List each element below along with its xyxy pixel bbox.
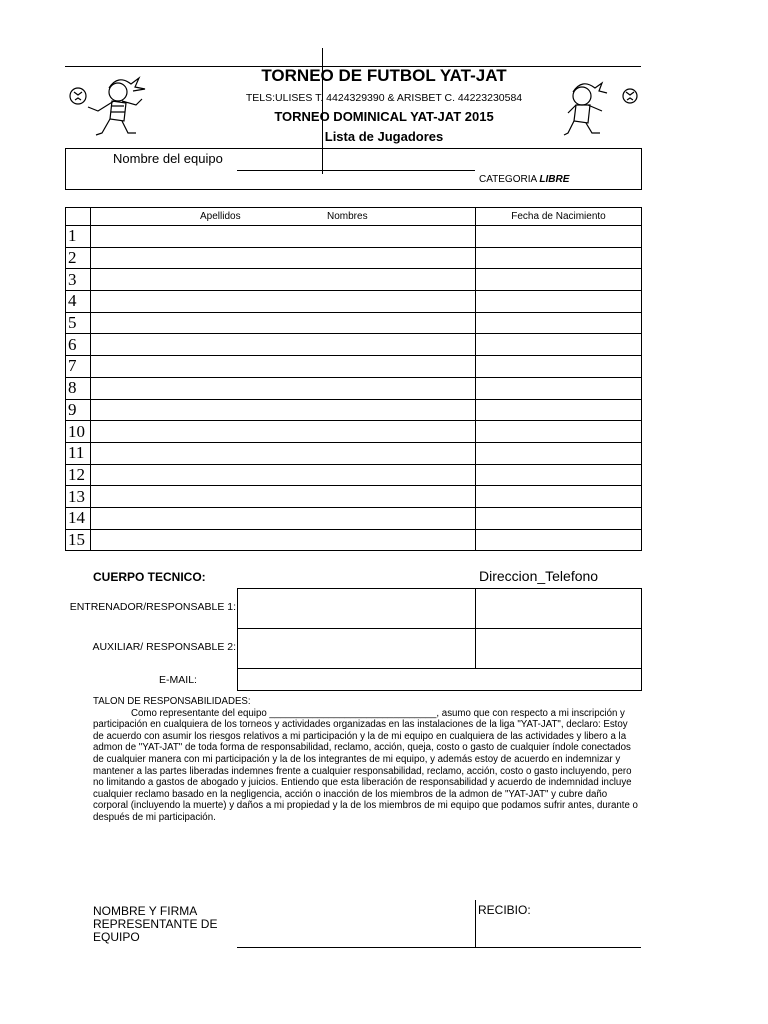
birthdate-cell[interactable] <box>476 421 642 443</box>
table-row <box>66 226 642 248</box>
row-number: 8 <box>66 377 91 399</box>
row-number: 15 <box>66 529 91 551</box>
birthdate-cell[interactable] <box>476 247 642 269</box>
table-row <box>66 269 642 291</box>
birthdate-cell[interactable] <box>476 356 642 378</box>
header-names-cell <box>91 208 476 226</box>
header-number <box>66 208 91 226</box>
name-cell[interactable] <box>91 529 476 551</box>
coach-name-field[interactable] <box>238 589 474 627</box>
header-first-names: Nombres <box>327 211 368 222</box>
name-cell[interactable] <box>91 247 476 269</box>
row-number: 1 <box>66 226 91 248</box>
players-table <box>65 207 642 551</box>
list-title: Lista de Jugadores <box>324 129 444 144</box>
row-number: 5 <box>66 312 91 334</box>
birthdate-cell[interactable] <box>476 529 642 551</box>
birthdate-cell[interactable] <box>476 226 642 248</box>
birthdate-cell[interactable] <box>476 312 642 334</box>
table-row <box>66 356 642 378</box>
name-cell[interactable] <box>91 486 476 508</box>
row-number: 11 <box>66 442 91 464</box>
page-title: TORNEO DE FUTBOL YAT-JAT <box>261 66 507 85</box>
birthdate-cell[interactable] <box>476 334 642 356</box>
waiver-heading: TALON DE RESPONSABILIDADES: <box>93 696 251 707</box>
name-cell[interactable] <box>91 377 476 399</box>
header-surnames: Apellidos <box>200 211 241 222</box>
assistant-label: AUXILIAR/ RESPONSABLE 2: <box>92 641 236 653</box>
waiver-body: Como representante del equipo _______________________________, asumo que con respecto a mi inscripción y participación en cualquiera de los torneos y actividades organizadas en las instalaciones de la liga "YAT-JAT", declaro: Estoy de acuerdo con asumir los riesgos relativos a mi participación y la de mi equipo en cualquiera de las actividades y libero a la admon de "YAT-JAT" de toda forma de responsabilidad, reclamo, acción, queja, costo o gasto de cualquier índole conectados de cualquier manera con mi participación y la de los integrantes de mi equipo, y además estoy de acuerdo en indemnizar y mantener a las partes liberadas indemnes frente a cualquier responsabilidad, reclamo, acción, costo o gasto incluyendo, pero no limitando a gastos de abogado y juicios. Entiendo que esta liberación de responsabilidad y acuerdo de indemnidad incluye cualquier reclamo basado en la negligencia, acción o inacción de los miembros de la admon de "YAT-JAT" y cubre daño corporal (incluyendo la muerte) y daños a mi propiedad y la de los miembros de mi equipo que podamos sufrir antes, durante o después de mi participación. <box>93 707 638 823</box>
table-row <box>66 334 642 356</box>
staff-section-title: CUERPO TECNICO: <box>93 570 206 584</box>
row-number: 6 <box>66 334 91 356</box>
email-label: E-MAIL: <box>159 674 197 686</box>
name-cell[interactable] <box>91 442 476 464</box>
contact-phones: TELS:ULISES T. 4424329390 & ARISBET C. 44223230584 <box>245 92 523 104</box>
name-cell[interactable] <box>91 291 476 313</box>
birthdate-cell[interactable] <box>476 486 642 508</box>
row-number: 2 <box>66 247 91 269</box>
table-row <box>66 464 642 486</box>
name-cell[interactable] <box>91 226 476 248</box>
name-cell[interactable] <box>91 399 476 421</box>
table-row <box>66 486 642 508</box>
signature-line[interactable] <box>237 947 641 948</box>
table-row <box>66 291 642 313</box>
birthdate-cell[interactable] <box>476 464 642 486</box>
coach-contact-field[interactable] <box>476 589 641 627</box>
tournament-subtitle: TORNEO DOMINICAL YAT-JAT 2015 <box>274 109 494 124</box>
row-number: 3 <box>66 269 91 291</box>
contact-header: Direccion_Telefono <box>479 568 599 584</box>
table-row <box>66 312 642 334</box>
category-value: LIBRE <box>539 174 570 185</box>
birthdate-cell[interactable] <box>476 377 642 399</box>
table-row <box>66 421 642 443</box>
row-number: 10 <box>66 421 91 443</box>
birthdate-cell[interactable] <box>476 442 642 464</box>
name-cell[interactable] <box>91 421 476 443</box>
rep-signature-label: NOMBRE Y FIRMA REPRESENTANTE DE EQUIPO <box>93 904 218 944</box>
table-row <box>66 377 642 399</box>
row-number: 7 <box>66 356 91 378</box>
team-name-field[interactable] <box>237 170 475 171</box>
row-number: 12 <box>66 464 91 486</box>
table-row <box>66 507 642 529</box>
header-birthdate: Fecha de Nacimiento <box>476 208 642 226</box>
assistant-name-field[interactable] <box>238 629 474 667</box>
name-cell[interactable] <box>91 507 476 529</box>
name-cell[interactable] <box>91 269 476 291</box>
assistant-contact-field[interactable] <box>476 629 641 667</box>
birthdate-cell[interactable] <box>476 291 642 313</box>
row-number: 4 <box>66 291 91 313</box>
table-row <box>66 247 642 269</box>
received-label: RECIBIO: <box>478 903 531 917</box>
name-cell[interactable] <box>91 312 476 334</box>
category-line <box>479 174 569 185</box>
birthdate-cell[interactable] <box>476 399 642 421</box>
coach-label: ENTRENADOR/RESPONSABLE 1: <box>69 601 236 613</box>
table-row <box>66 399 642 421</box>
name-cell[interactable] <box>91 464 476 486</box>
row-number: 14 <box>66 507 91 529</box>
responsibility-waiver <box>93 696 641 824</box>
row-number: 13 <box>66 486 91 508</box>
table-row <box>66 529 642 551</box>
birthdate-cell[interactable] <box>476 269 642 291</box>
name-cell[interactable] <box>91 334 476 356</box>
birthdate-cell[interactable] <box>476 507 642 529</box>
name-cell[interactable] <box>91 356 476 378</box>
category-label: CATEGORIA <box>479 174 537 185</box>
row-number: 9 <box>66 399 91 421</box>
email-field[interactable] <box>238 669 641 690</box>
team-name-label: Nombre del equipo <box>113 151 223 166</box>
table-row <box>66 442 642 464</box>
signature-divider <box>475 900 476 947</box>
